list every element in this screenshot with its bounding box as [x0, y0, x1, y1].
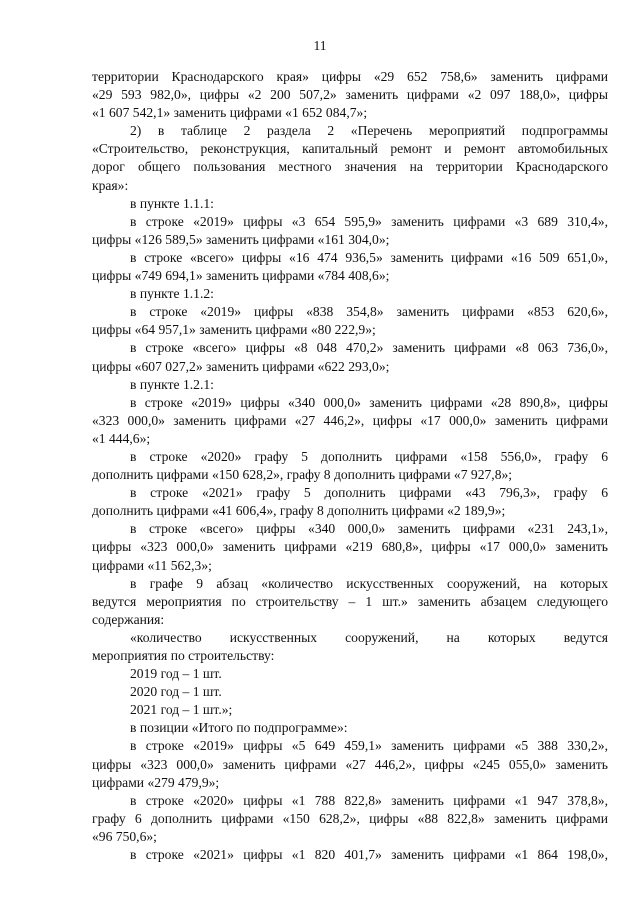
text-line: мероприятия по строительству: [92, 648, 275, 663]
text-line: в строке «2020» цифры «1 788 822,8» заменить цифрами «1 947 378,8», [130, 792, 608, 808]
text-line: 2019 год – 1 шт. [130, 666, 222, 682]
text-line: цифры «64 957,1» заменить цифрами «80 222,9»; [92, 322, 376, 338]
text-line: территории Краснодарского края» цифры «29 652 758,6» заменить цифрами [92, 69, 608, 84]
text-line: ведутся мероприятия по строительству – 1 шт.» заменить абзацем следующего [92, 593, 608, 609]
text-line: в позиции «Итого по подпрограмме»: [130, 720, 348, 736]
text-line: в пункте 1.1.2: [130, 286, 214, 302]
text-line: цифры «323 000,0» заменить цифрами «27 446,2», цифры «245 055,0» заменить [92, 756, 608, 772]
text-line: 2) в таблице 2 раздела 2 «Перечень мероприятий подпрограммы [130, 123, 608, 139]
text-line: в строке «2019» цифры «838 354,8» заменить цифрами «853 620,6», [130, 304, 608, 320]
page-number: 11 [313, 38, 327, 53]
text-line: в строке «2019» цифры «340 000,0» заменить цифрами «28 890,8», цифры [130, 394, 608, 410]
text-line: «1 607 542,1» заменить цифрами «1 652 084,7»; [92, 105, 368, 121]
text-line: «количество искусственных сооружений, на которых ведутся [130, 629, 608, 645]
text-line: края»: [92, 177, 129, 193]
text-line: 2020 год – 1 шт. [130, 684, 222, 700]
text-line: в строке «всего» цифры «8 048 470,2» заменить цифрами «8 063 736,0», [130, 340, 608, 356]
text-line: «1 444,6»; [92, 430, 151, 446]
text-line: содержания: [92, 611, 165, 627]
text-line: цифры «323 000,0» заменить цифрами «219 680,8», цифры «17 000,0» заменить [92, 539, 608, 555]
text-line: дополнить цифрами «150 628,2», графу 8 дополнить цифрами «7 927,8»; [92, 467, 513, 483]
text-line: цифры «749 694,1» заменить цифрами «784 408,6»; [92, 268, 390, 284]
text-line: в строке «2019» цифры «3 654 595,9» заменить цифрами «3 689 310,4», [130, 213, 608, 229]
text-line: в строке «2020» графу 5 дополнить цифрами «158 556,0», графу 6 [130, 448, 608, 464]
text-line: цифрами «279 479,9»; [92, 774, 220, 790]
text-line: в пункте 1.1.1: [130, 195, 214, 211]
document-body [92, 68, 608, 864]
text-line: в строке «всего» цифры «340 000,0» заменить цифрами «231 243,1», [130, 521, 608, 537]
text-line: «Строительство, реконструкция, капитальный ремонт и ремонт автомобильных [92, 141, 608, 157]
text-line: цифры «607 027,2» заменить цифрами «622 293,0»; [92, 358, 390, 374]
text-line: в графе 9 абзац «количество искусственных сооружений, на которых [130, 575, 608, 591]
text-line: в строке «2021» цифры «1 820 401,7» заменить цифрами «1 864 198,0», [130, 847, 608, 863]
text-line: цифрами «11 562,3»; [92, 557, 212, 573]
text-line: «29 593 982,0», цифры «2 200 507,2» заменить цифрами «2 097 188,0», цифры [92, 87, 608, 103]
text-line: 2021 год – 1 шт.»; [130, 702, 233, 718]
text-line: в строке «всего» цифры «16 474 936,5» заменить цифрами «16 509 651,0», [130, 249, 608, 265]
text-line: в строке «2021» графу 5 дополнить цифрами «43 796,3», графу 6 [130, 485, 608, 501]
text-line: дорог общего пользования местного значения на территории Краснодарского [92, 159, 608, 175]
text-line: «323 000,0» заменить цифрами «27 446,2», цифры «17 000,0» заменить цифрами [92, 412, 608, 428]
text-line: дополнить цифрами «41 606,4», графу 8 дополнить цифрами «2 189,9»; [92, 503, 506, 519]
text-line: графу 6 дополнить цифрами «150 628,2», цифры «88 822,8» заменить цифрами [92, 810, 608, 826]
text-line: в пункте 1.2.1: [130, 376, 214, 392]
text-line: цифры «126 589,5» заменить цифрами «161 304,0»; [92, 231, 390, 247]
text-line: в строке «2019» цифры «5 649 459,1» заменить цифрами «5 388 330,2», [130, 738, 608, 754]
text-line: «96 750,6»; [92, 828, 157, 844]
